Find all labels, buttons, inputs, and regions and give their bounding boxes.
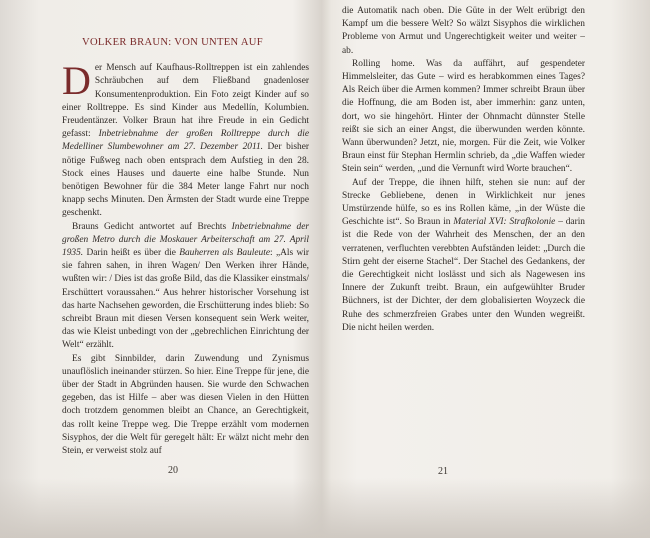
page-number-left: 20	[168, 465, 178, 476]
left-paragraph-1	[62, 58, 310, 220]
left-p1-text: er Mensch auf Kaufhaus-Rolltreppen ist ein zahlendes Schräubchen auf dem Fließband gnadenloser Konsumentenproduktion. Ein Foto zeigt Kinder auf so einer Rolltreppe. Es sind Kinder aus Medellín, Kolumbien. Freudentänzer. Volker Braun hat ihre Freude in ein Gedicht gefasst:	[62, 63, 309, 140]
chapter-heading: VOLKER BRAUN: VON UNTEN AUF	[82, 37, 263, 48]
left-p2-italic: Bauherren als Bauleute	[179, 248, 270, 259]
right-page	[342, 5, 585, 335]
left-p1-title: Inbetriebnahme der großen Rolltreppe durch die Medelliner Slumbewohner am 27. Dezember 2011.	[62, 129, 309, 153]
left-p1-tail: Der bisher nötige Fußweg nach oben entsprach dem Aufstieg in den 28. Stock eines Hauses und dauerte eine halbe Stunde. Nun benötigen Bewohner für die 384 Meter lange Fahrt nur noch knapp sechs Minuten. Den Ärmsten der Stadt wurde eine Treppe geschenkt.	[62, 142, 310, 219]
left-p2-c: : „Als wir sie fahren sahen, in ihren Wagen/ Den Werken ihrer Hände, wußten wir: / Dies ist das große Bild, das die Klassiker einstmals/ Erschüttert voraussahen.“ Aus hehrer historischer Vorsehung ist das harte Nachsehen geworden, die Erschütterung indes blieb: So schreibt Braun mit diesen Versen konsequent sein Werk weiter, das wie Kleist unbedingt von der „gebrechlichen Einrichtung der Welt“ erzählt.	[62, 248, 310, 351]
right-paragraph-2: Rolling home. Was da auffährt, auf gespendeter Himmelsleiter, das Gute – wird es herabkommen eines Tages? Als Reich über die Armen kommen? Immer schreibt Braun über die Hoffnung, die am Boden ist, aber immerhin: ganz unten, dort, wo sie hingehört. Hinter der Ohnmacht dünnster Stelle reißt sie sich an einer Angst, die überwunden werden könnte. Wann überwunden? Jetzt, nie, morgen. Für die Zeit, wie Volker Braun einst für Stephan Hermlin schrieb, da „die Waffen wieder Stein sein“ werden, „und die Vernunft wird Worte brauchen“.	[342, 58, 585, 175]
right-paragraph-3	[342, 177, 585, 335]
right-paragraph-1: die Automatik nach oben. Die Güte in der Welt erübrigt den Kampf um die bessere Welt? So wälzt Sisyphos die wirklichen Probleme von Armut und Ungerechtigkeit weiter und weiter – ab.	[342, 6, 585, 56]
drop-cap: D	[62, 58, 91, 104]
right-p3-title: Material XVI: Strafkolonie	[453, 217, 556, 228]
page-bottom-shadow	[0, 478, 650, 538]
left-p2-b: Darin heißt es über die	[83, 248, 180, 259]
page-number-right: 21	[438, 466, 448, 477]
left-paragraph-2	[62, 221, 309, 353]
right-p3-a: Auf der Treppe, die ihnen hilft, stehen sie nun: auf der Strecke Gebliebene, denen in Wirklichkeit nur jenes Umstürzende hülfe, so es ins Rollen käme, „in der Wüste die Geschichte ist“. So Braun in	[342, 177, 585, 228]
left-p2-title: Inbetriebnahme der großen Metro durch die Moskauer Arbeiterschaft am 27. April 1935.	[62, 221, 310, 259]
left-p2-a: Brauns Gedicht antwortet auf Brechts	[72, 221, 232, 232]
left-page	[62, 36, 309, 458]
right-p3-b: – darin ist die Rede von der Wahrheit des Menschen, der an den verratenen, verfluchten verebbten Aufständen leidet: „Durch die Stirn geht der eiserne Stachel“. Der Stachel des Gedankens, der die Gerechtigkeit nicht loslässt und sich als Nagewesen ins Innere der Zukunft treibt. Braun, ein aufgewühlter Bruder Büchners, ist der Dichter, der dem globalisierten Woyzeck die Ruhe des schmerzfreien Grabes unter den Wunden wegreißt. Die nicht heilen werden.	[342, 217, 585, 333]
left-paragraph-3: Es gibt Sinnbilder, darin Zuwendung und Zynismus unauflöslich ineinander stürzen. So hier. Eine Treppe für jene, die über der Stadt in Abgründen hausen. Sie wurde den Schwachen gegeben, das ist Hilfe – aber was diesen Vielen in den Hütten doch trotzdem genommen bleibt an Chance, an Gerechtigkeit, das rollt keine Treppe weg. Die Treppe erzählt vom modernen Sisyphos, der die Welt für geregelt hält: Er wälzt nicht mehr den Stein, er verweist stolz auf	[62, 353, 309, 457]
